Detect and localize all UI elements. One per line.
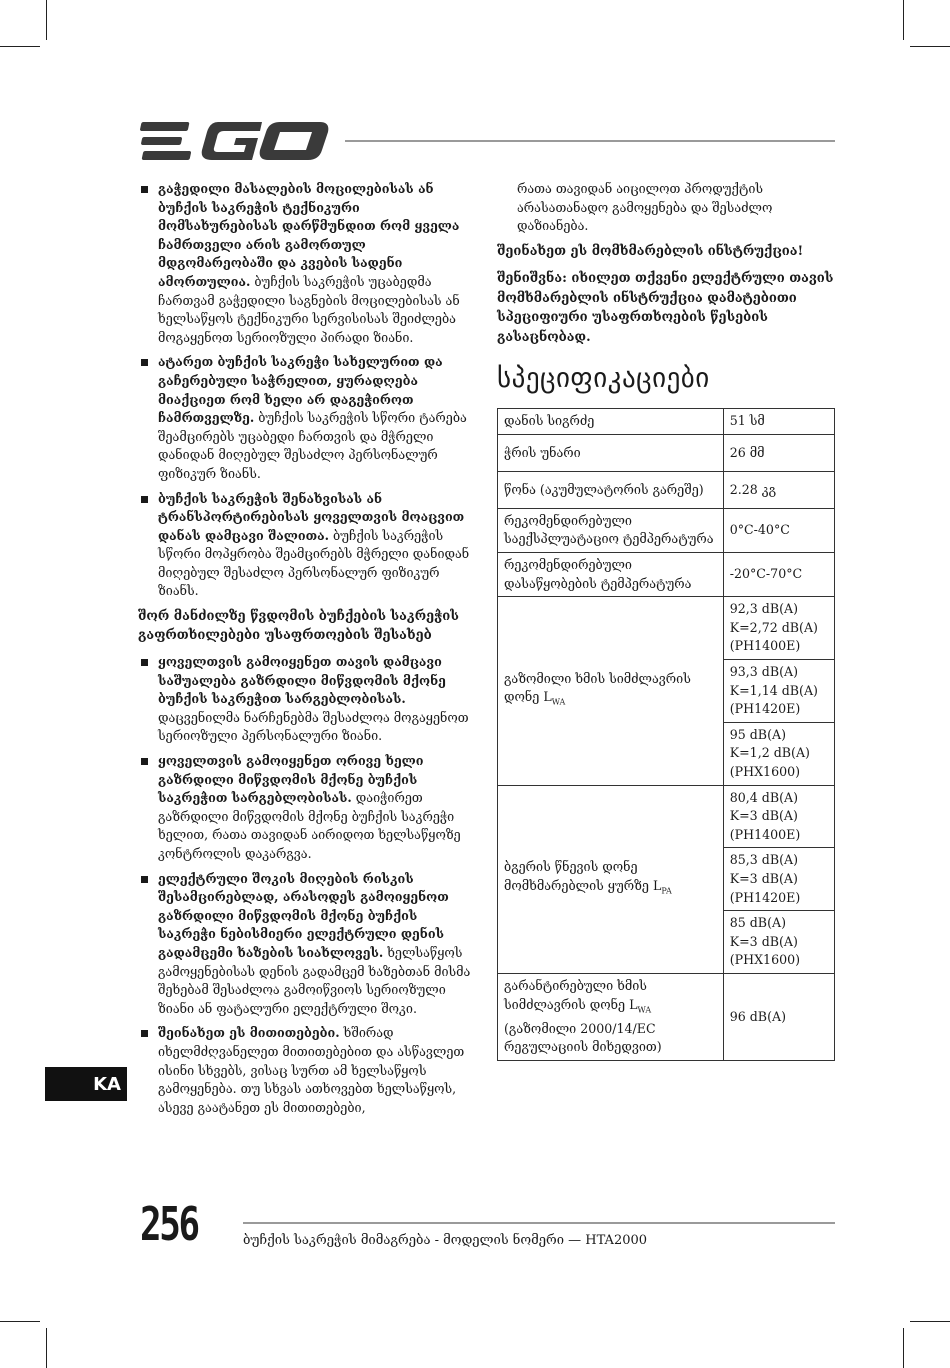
crop-mark [903,1328,904,1368]
crop-mark [46,0,47,40]
safety-bullet [138,490,473,602]
spec-label [498,973,724,1060]
bullet-bold: ატარეთ ბუჩქის საკრეჭი სახელურით და გაჩერებული საჭრელით, ყურადღება მიაქციეთ რომ ხელი არ დაგეჭიროთ ჩამრთველზე. [158,354,443,426]
keep-manual-notice: შეინახეთ ეს მომხმარებლის ინსტრუქცია! [497,243,804,259]
table-row [498,508,835,552]
bullet-bold: ბუჩქის საკრეჭის შენახვისას ან ტრანსპორტირებისას ყოველთვის მოაცვით დანას დამცავი შალითა. [158,490,465,543]
table-row [498,553,835,597]
table-row [498,973,835,1060]
bullet-text: ხშირად იხელმძღვანელეთ მითითებებით და ასწავლეთ ისინი სხვებს, ვისაც სურთ ამ ხელსაწყოს გამოყენება. თუ სხვას ათხოვებთ ხელსაწყოს, ასევე გაატანეთ ეს მითითებები, [158,1025,465,1115]
value-line: K=2,72 dB(A) [729,619,818,635]
spec-label: რეკომენდირებული საექსპლუატაციო ტემპერატურა [498,508,724,552]
safety-bullet [138,870,473,1019]
right-column [497,180,835,1061]
crop-mark [0,46,40,47]
spec-value: 96 dB(A) [723,973,834,1060]
value-line: K=1,14 dB(A) [729,682,818,698]
safety-bullet [138,180,473,347]
value-line: 92,3 dB(A) [729,601,799,617]
spec-label-text: გარანტირებული ხმის სიმძლავრის დონე L [504,977,647,1012]
value-line: 85,3 dB(A) [729,852,799,868]
spec-label-text: ბგერის წნევის დონე მომხმარებლის ყურზე L [504,858,662,893]
specifications-table [497,408,835,1061]
value-line: (PH1420E) [729,889,801,905]
page-number: 256 [140,1197,198,1251]
crop-mark [903,0,904,40]
section-subheading: შორ მანძილზე წვდომის ბუჩქების საკრეჭის გაფრთხილებები უსაფრთოების შესახებ [138,609,459,644]
safety-bullet [138,1024,473,1117]
spec-label-subscript: PA [661,886,672,896]
table-row [498,785,835,848]
spec-label-subscript: WA [551,697,566,707]
specifications-title: სპეციფიკაციები [497,363,710,395]
bullet-bold: გაჭედილი მასალების მოცილებისას ან ბუჩქის საკრეჭის ტექნიკური მომსახურებისას დარწმუნდით რომ ყველა ჩამრთველი არის გამორთულ მდგომარეობაში და კვების სადენი ამორთულია. [158,181,460,289]
bullet-text: ბუჩქის საკრეჭის სწორი მოპყრობა შეამცირებს მჭრელი დანიდან მიღებულ შესაძლო პერსონალურ ფიზიკურ ზიანს. [158,527,470,599]
value-line: K=3 dB(A) [729,933,798,949]
footer-text: ბუჩქის საკრეჭის მიმაგრება - მოდელის ნომერი — HTA2000 [243,1233,648,1248]
bullet-text: დაცვენილმა ნარჩენებმა შესაძლოა მოგაყენოთ სერიოზული პერსონალური ზიანი. [158,709,469,744]
value-line: 95 dB(A) [729,726,786,742]
safety-bullet [138,653,473,746]
value-line: (PHX1600) [729,952,801,968]
spec-value [723,848,834,911]
spec-value: 51 სმ [723,409,834,435]
spec-label: რეკომენდირებული დასაწყობების ტემპერატურა [498,553,724,597]
header-rule [345,140,835,142]
safety-bullet [138,353,473,483]
safety-bullet [138,752,473,864]
table-row [498,471,835,508]
value-line: (PH1400E) [729,638,801,654]
crop-mark [910,1321,950,1322]
value-line: K=3 dB(A) [729,870,798,886]
spec-value [723,785,834,848]
value-line: K=1,2 dB(A) [729,745,810,761]
left-column [138,180,473,1123]
value-line: 80,4 dB(A) [729,789,799,805]
value-line: (PH1420E) [729,701,801,717]
manual-note: შენიშვნა: იხილეთ თქვენი ელექტრული თავის მომხმარებლის ინსტრუქცია დამატებითი სპეციფიური უსაფრთხოების წესების გასაცნობად. [497,271,834,345]
bullet-text: ხელსაწყოს გამოყენებისას დენის გადამცემ ხაზებთან მისმა შეხებამ შესაძლოა გამოიწვიოს სერიოზული ზიანი ან ფატალური ელექტრული შოკი. [158,944,471,1016]
ego-logo [140,120,330,162]
bullet-bold: ყოველთვის გამოიყენეთ თავის დამცავი საშუალება გაზრდილი მიწვდომის მქონე ბუჩქის საკრეჭით სარგებლობისას. [158,654,446,707]
value-line: K=3 dB(A) [729,808,798,824]
spec-label [498,597,724,785]
footer-rule [243,1222,835,1224]
value-line: (PH1400E) [729,826,801,842]
value-line: (PHX1600) [729,764,801,779]
table-row [498,409,835,435]
bullet-bold: ყოველთვის გამოიყენეთ ორივე ხელი გაზრდილი მიწვდომის მქონე ბუჩქის საკრეჭით სარგებლობისას. [158,753,424,806]
spec-value [723,911,834,974]
spec-label-text: გაზომილი ხმის სიმძლავრის დონე L [504,670,691,705]
spec-value [723,660,834,723]
table-row [498,434,835,471]
bullet-text: ბუჩქის საკრეჭის უცაბედმა ჩართვამ გაჭედილი საგნების მოცილებისას ან ხელსაწყოს ტექნიკური სერვისისას შეიძლება მოგაყენოთ სერიოზული პირადი ზიანი. [158,273,460,345]
spec-label-note: (გაზომილი 2000/14/EC რეგულაციის მიხედვით) [504,1020,662,1055]
spec-label: ჭრის უნარი [498,434,724,471]
crop-mark [46,1328,47,1368]
bullet-text: დაიჭირეთ გაზრდილი მიწვდომის მქონე ბუჩქის საკრეჭი ხელით, რათა თავიდან აირიდოთ ხელსაწყოზე კონტროლის დაკარგვა. [158,790,461,861]
crop-mark [0,1321,40,1322]
bullet-bold: შეინახეთ ეს მითითებები. [158,1025,340,1041]
value-line: 85 dB(A) [729,915,786,931]
spec-value: 2.28 კგ [723,471,834,508]
spec-value: -20°C-70°C [723,553,834,597]
spec-label: წონა (აკუმულატორის გარეშე) [498,471,724,508]
spec-value: 26 მმ [723,434,834,471]
language-tab: KA [45,1067,127,1101]
table-row [498,597,835,660]
spec-label-subscript: WA [637,1005,652,1015]
spec-value [723,722,834,785]
bullet-text: ბუჩქის საკრეჭის სწორი ტარება შეამცირებს უცაბედი ჩართვის და მჭრელი დანიდან მიღებულ შესაძლო პერსონალურ ფიზიკურ ზიანს. [158,410,467,481]
spec-label [498,785,724,973]
crop-mark [910,46,950,47]
spec-value: 0°C-40°C [723,508,834,552]
spec-value [723,597,834,660]
bullet-bold: ელექტრული შოკის მიღების რისკის შესამცირებლად, არასოდეს გამოიყენოთ გაზრდილი მიწვდომის მქონე ბუჩქის საკრეჭი ნებისმიერი ელექტრული დენის გადამცემი ხაზების სიახლოვეს. [158,870,449,960]
value-line: 93,3 dB(A) [729,664,799,680]
continuation-text: რათა თავიდან აიცილოთ პროდუქტის არასათანადო გამოყენება და შესაძლო დაზიანება. [517,181,773,234]
spec-label: დანის სიგრძე [498,409,724,435]
